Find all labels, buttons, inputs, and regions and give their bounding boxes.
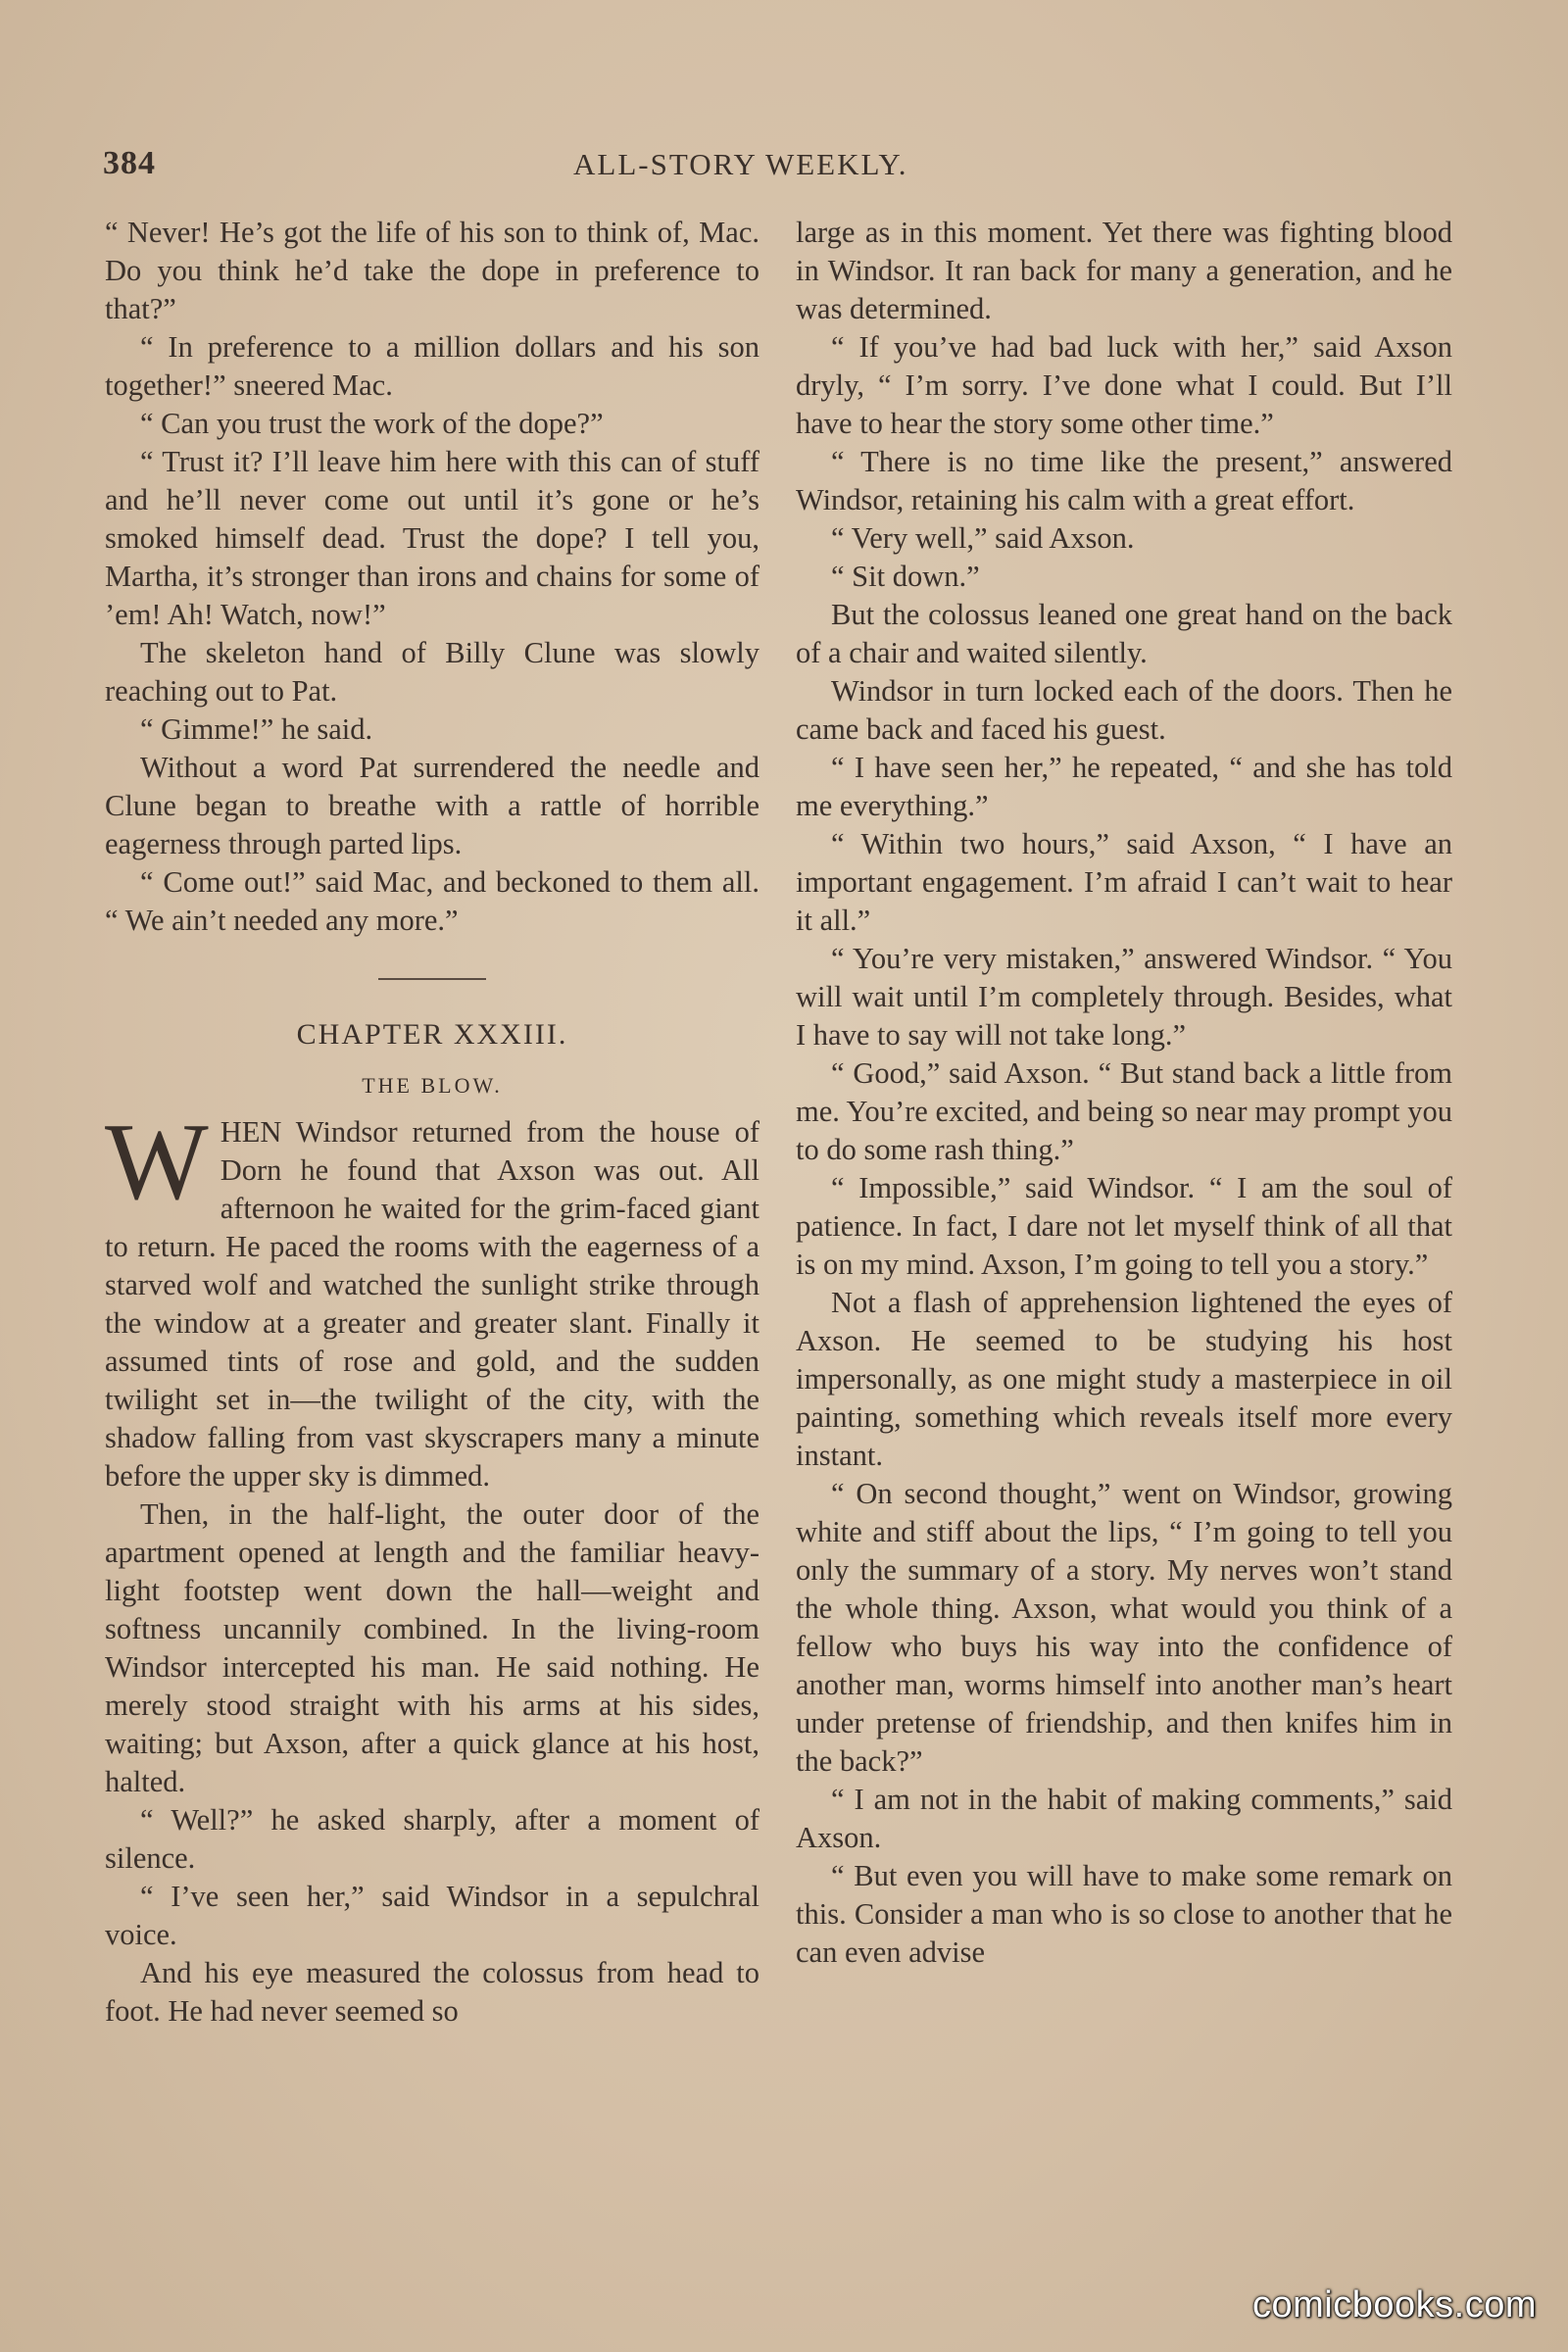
paragraph: “ Sit down.” [831,560,980,593]
paragraph: “ There is no time like the present,” answered Windsor, retaining his calm with a great effort. [796,445,1452,516]
paragraph: Windsor in turn locked each of the doors. Then he came back and faced his guest. [796,674,1452,746]
left-column [105,214,760,2031]
right-column [796,214,1452,1972]
paragraph: “ I’ve seen her,” said Windsor in a sepulchral voice. [105,1880,760,1951]
paragraph: “ Trust it? I’ll leave him here with this can of stuff and he’ll never come out until it’s gone or he’s smoked himself dead. Trust the dope? I tell you, Martha, it’s stronger than irons and chains for some of ’em! Ah! Watch, now!” [105,445,760,631]
paragraph: “ But even you will have to make some remark on this. Consider a man who is so close to another that he can even advise [796,1859,1452,1969]
paragraph: The skeleton hand of Billy Clune was slowly reaching out to Pat. [105,636,760,708]
site-watermark: comicbooks.com [1252,2284,1537,2326]
paragraph: “ Well?” he asked sharply, after a moment of silence. [105,1803,760,1875]
paragraph: Not a flash of apprehension lightened the eyes of Axson. He seemed to be studying his host impersonally, as one might study a masterpiece in oil painting, something which reveals itself more every instant. [796,1286,1452,1472]
paragraph: “ You’re very mistaken,” answered Windsor. “ You will wait until I’m completely through. Besides, what I have to say will not take long.” [796,942,1452,1052]
paragraph: And his eye measured the colossus from head to foot. He had never seemed so [105,1956,760,2028]
section-divider [378,978,486,980]
paragraph: “ I have seen her,” he repeated, “ and she has told me everything.” [796,751,1452,822]
paragraph: “ Gimme!” he said. [140,712,373,746]
running-title: ALL-STORY WEEKLY. [573,147,908,181]
paragraph: But the colossus leaned one great hand on the back of a chair and waited silently. [796,598,1452,669]
chapter-opening-paragraph [105,1102,760,1495]
paragraph-text: HEN Windsor returned from the house of Dorn he found that Axson was out. All afternoon he waited for the grim-faced giant to return. He paced the rooms with the eagerness of a starved wolf and watched the sunlight strike through the window at a greater and greater slant. Finally it assumed tints of rose and gold, and the sudden twilight set in—the twilight of the city, with the shadow falling from vast skyscrapers many a minute before the upper sky is dimmed. [105,1115,760,1493]
chapter-title: CHAPTER XXXIII. [296,1018,568,1051]
paragraph: “ Can you trust the work of the dope?” [140,407,604,440]
page-number: 384 [103,145,156,181]
drop-cap: W [105,1102,209,1223]
paragraph: “ I am not in the habit of making comments,” said Axson. [796,1783,1452,1854]
paragraph: “ In preference to a million dollars and his son together!” sneered Mac. [105,330,760,402]
paragraph: “ Impossible,” said Windsor. “ I am the soul of patience. In fact, I dare not let myself think of all that is on my mind. Axson, I’m going to tell you a story.” [796,1171,1452,1281]
paragraph: “ On second thought,” went on Windsor, growing white and stiff about the lips, “ I’m going to tell you only the summary of a story. My nerves won’t stand the whole thing. Axson, what would you think of a fellow who buys his way into the confidence of another man, worms himself into another man’s heart under pretense of friendship, and then knifes him in the back?” [796,1477,1452,1778]
paragraph: Then, in the half-light, the outer door of the apartment opened at length and the familiar heavy-light footstep went down the hall—weight and softness uncannily combined. In the living-room Windsor intercepted his man. He said nothing. He merely stood straight with his arms at his sides, waiting; but Axson, after a quick glance at his host, halted. [105,1497,760,1798]
paragraph: large as in this moment. Yet there was fighting blood in Windsor. It ran back for many a generation, and he was determined. [796,216,1452,325]
paragraph: “ Never! He’s got the life of his son to think of, Mac. Do you think he’d take the dope in preference to that?” [105,216,760,325]
paragraph: “ If you’ve had bad luck with her,” said Axson dryly, “ I’m sorry. I’ve done what I could. But I’ll have to hear the story some other time.” [796,330,1452,440]
paragraph: Without a word Pat surrendered the needle and Clune began to breathe with a rattle of horrible eagerness through parted lips. [105,751,760,860]
paragraph: “ Within two hours,” said Axson, “ I have an important engagement. I’m afraid I can’t wait to hear it all.” [796,827,1452,937]
paragraph: “ Come out!” said Mac, and beckoned to them all. “ We ain’t needed any more.” [105,865,760,937]
paragraph: “ Very well,” said Axson. [831,521,1135,555]
chapter-subtitle: THE BLOW. [362,1073,503,1098]
page-header [103,145,1455,188]
paragraph: “ Good,” said Axson. “ But stand back a little from me. You’re excited, and being so near may prompt you to do some rash thing.” [796,1056,1452,1166]
